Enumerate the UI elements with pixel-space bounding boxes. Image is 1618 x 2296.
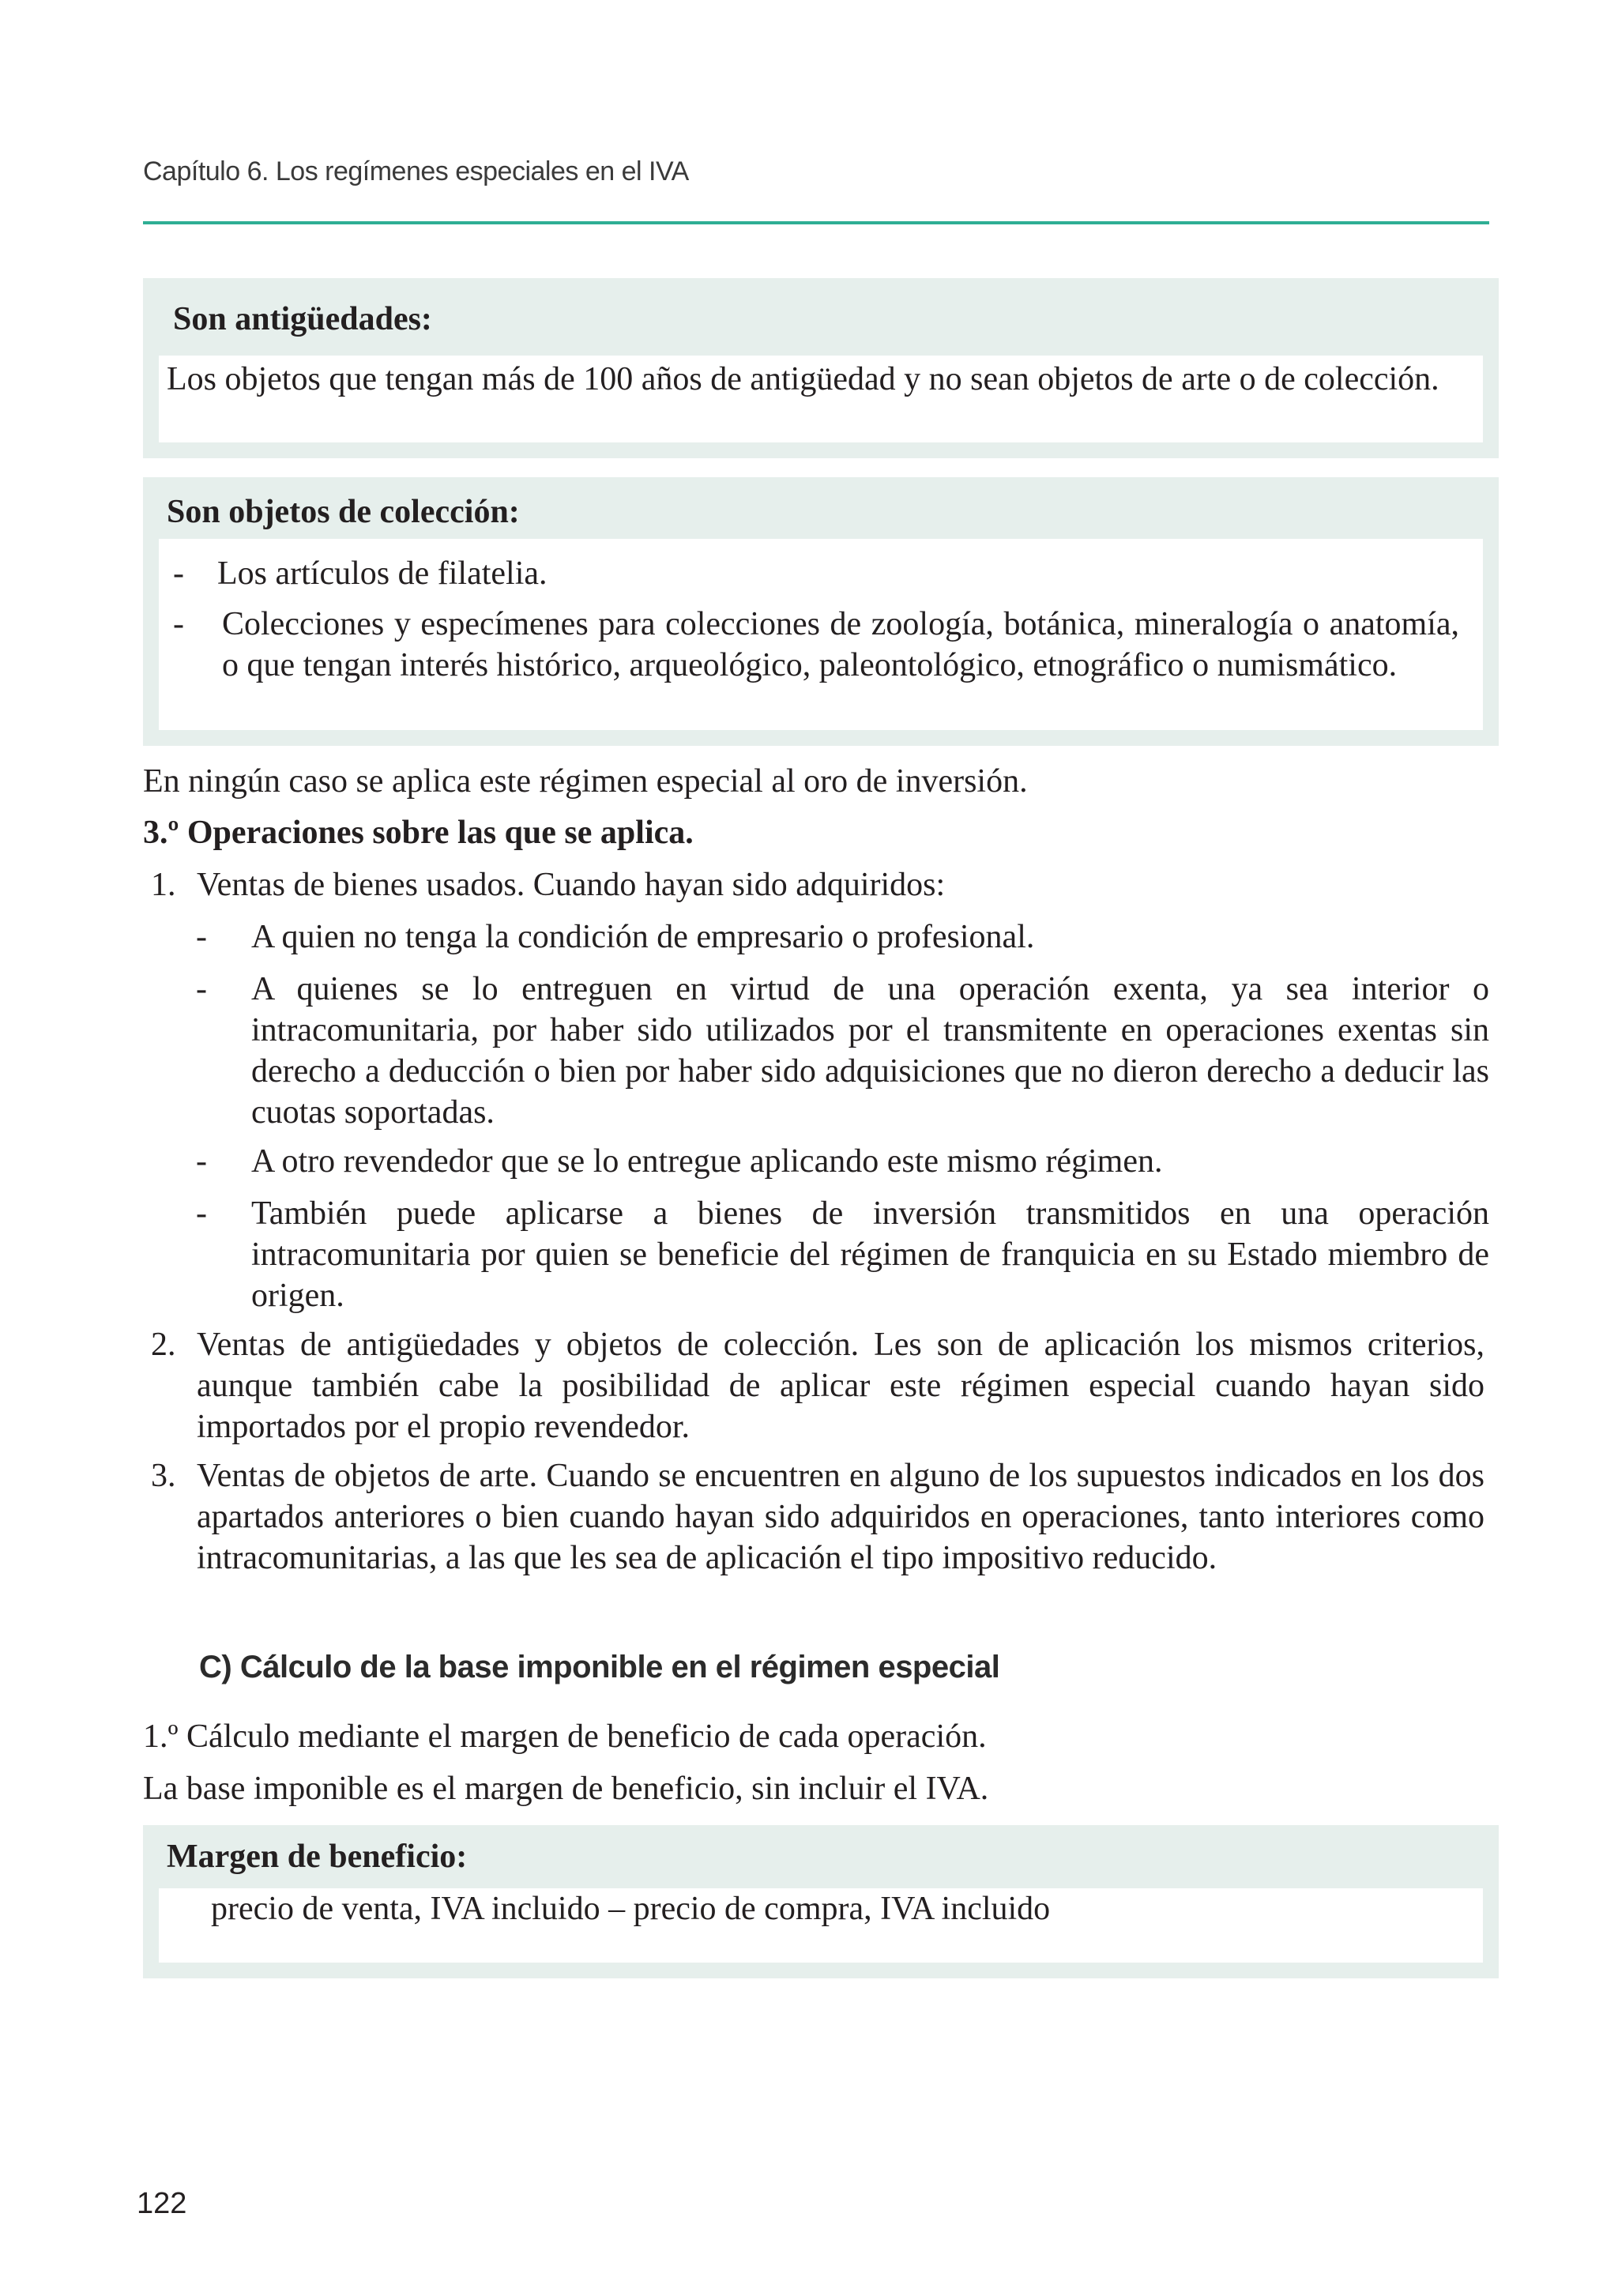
- box-antiguedades-content: [159, 356, 1483, 442]
- dash-bullet: -: [173, 606, 184, 642]
- running-header: Capítulo 6. Los regímenes especiales en el IVA: [143, 156, 689, 186]
- box-margen: [143, 1825, 1499, 1978]
- box-coleccion-title: Son objetos de colección:: [167, 494, 520, 530]
- item-text: Ventas de antigüedades y objetos de colección. Les son de aplicación los mismos criterios, aunque también cabe la posibilidad de aplicar este régimen especial cuando hayan sido importados por el propio revendedor.: [197, 1327, 1484, 1445]
- dash-bullet: -: [196, 919, 207, 955]
- dash-bullet: -: [196, 1143, 207, 1180]
- list-item-text: Colecciones y especímenes para colecciones de zoología, botánica, mineralogía o anatomía, o que tengan interés histórico, arqueológico, paleontológico, etnográfico o numismático.: [222, 606, 1459, 683]
- item-text: Ventas de bienes usados. Cuando hayan sido adquiridos:: [197, 867, 946, 903]
- paragraph-base: La base imponible es el margen de beneficio, sin incluir el IVA.: [143, 1771, 989, 1807]
- list-item-text: Los artículos de filatelia.: [217, 555, 547, 592]
- item-number: 3.: [151, 1458, 176, 1494]
- dash-bullet: -: [196, 1195, 207, 1232]
- item-number: 1.: [151, 867, 176, 903]
- box-margen-content: [159, 1888, 1483, 1963]
- sub-item: [196, 969, 1492, 1133]
- box-antiguedades: [143, 278, 1499, 458]
- numbered-item-2: [151, 1324, 1494, 1447]
- numbered-item-3: [151, 1455, 1494, 1620]
- sub-item-text: También puede aplicarse a bienes de inversión transmitidos en una operación intracomunitaria por quien se beneficie del régimen de franquicia en su Estado miembro de origen.: [251, 1195, 1489, 1314]
- sub-item: [196, 917, 1492, 958]
- margen-formula: precio de venta, IVA incluido – precio de compra, IVA incluido: [211, 1891, 1051, 1927]
- paragraph-calculo: 1.º Cálculo mediante el margen de beneficio de cada operación.: [143, 1718, 987, 1755]
- box-coleccion-content: [159, 539, 1483, 730]
- dash-bullet: -: [196, 971, 207, 1007]
- sub-item-text: A quien no tenga la condición de empresario o profesional.: [251, 919, 1035, 955]
- sub-item: [196, 1193, 1492, 1316]
- box-margen-title: Margen de beneficio:: [167, 1839, 468, 1875]
- header-rule: [143, 221, 1489, 224]
- item-number: 2.: [151, 1327, 176, 1363]
- page-number: 122: [137, 2187, 187, 2220]
- section-c-heading: C) Cálculo de la base imponible en el régimen especial: [199, 1650, 1000, 1684]
- numbered-item-1: [151, 864, 1494, 905]
- sub-item-text: A otro revendedor que se lo entregue aplicando este mismo régimen.: [251, 1143, 1163, 1180]
- paragraph-oro: En ningún caso se aplica este régimen especial al oro de inversión.: [143, 763, 1028, 800]
- sub-item: [196, 1141, 1492, 1182]
- box-antiguedades-text: Los objetos que tengan más de 100 años de antigüedad y no sean objetos de arte o de colección.: [167, 361, 1439, 397]
- sub-item-text: A quienes se lo entreguen en virtud de una operación exenta, ya sea interior o intracomunitaria, por haber sido utilizados por el transmitente en operaciones exentas sin derecho a deducción o bien por haber sido adquisiciones que no dieron derecho a deducir las cuotas soportadas.: [251, 971, 1489, 1131]
- list-item: [173, 553, 1477, 594]
- box-antiguedades-title: Son antigüedades:: [173, 301, 432, 337]
- list-item: [173, 604, 1477, 727]
- box-coleccion: [143, 477, 1499, 746]
- dash-bullet: -: [173, 555, 184, 592]
- item-text: Ventas de objetos de arte. Cuando se encuentren en alguno de los supuestos indicados en los dos apartados anteriores o bien cuando hayan sido adquiridos en operaciones, tanto interiores como intracomunitarias, a las que les sea de aplicación el tipo impositivo reducido.: [197, 1458, 1484, 1576]
- operaciones-heading: 3.º Operaciones sobre las que se aplica.: [143, 815, 694, 851]
